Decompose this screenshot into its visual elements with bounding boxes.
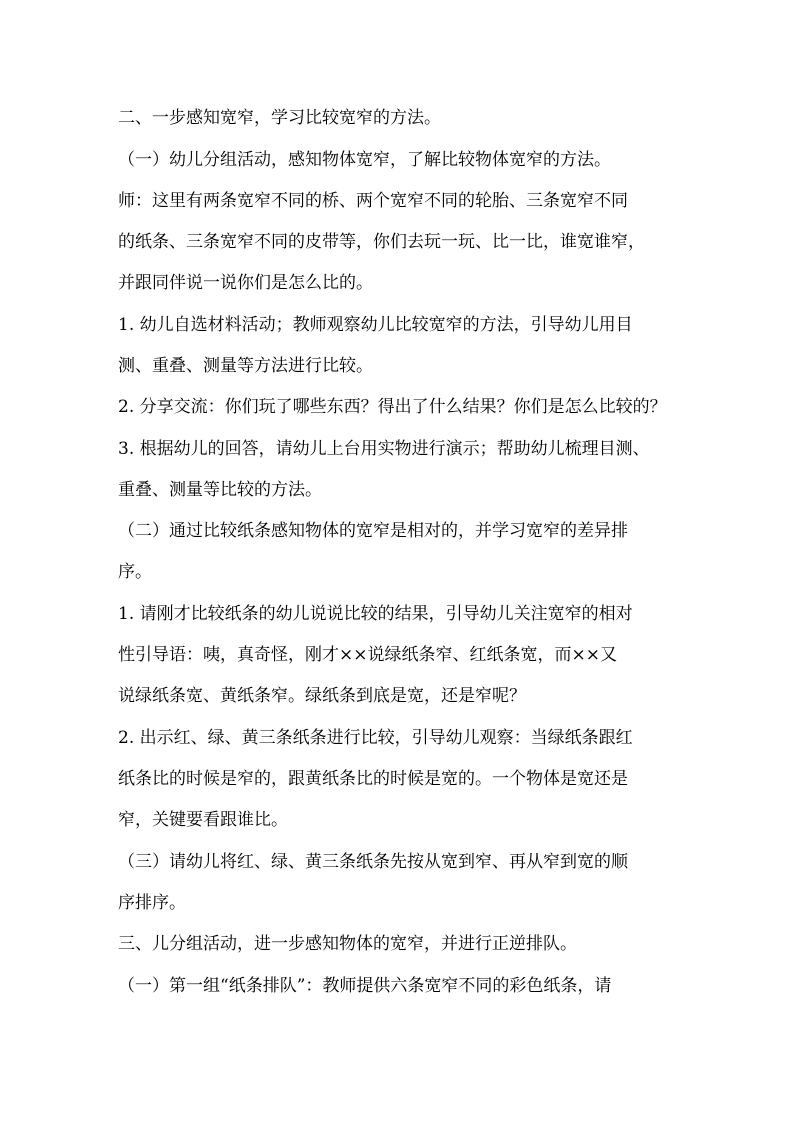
paragraph-line: 并跟同伴说一说你们是怎么比的。 [118, 273, 373, 293]
paragraph-line: 测、重叠、测量等方法进行比较。 [118, 356, 373, 376]
paragraph-line: 序。 [118, 562, 152, 582]
paragraph-line: 窄，关键要看跟谁比。 [118, 810, 288, 830]
heading-section-three: 三、儿分组活动，进一步感知物体的宽窄，并进行正逆排队。 [118, 934, 577, 954]
heading-section-two: 二、一步感知宽窄，学习比较宽窄的方法。 [118, 108, 441, 128]
paragraph-line: 1. 幼儿自选材料活动；教师观察幼儿比较宽窄的方法，引导幼儿用目 [118, 315, 633, 335]
paragraph-line: 序排序。 [118, 893, 186, 913]
paragraph-line: 1. 请刚才比较纸条的幼儿说说比较的结果，引导幼儿关注宽窄的相对 [118, 604, 633, 624]
subheading-part-one: （一）幼儿分组活动，感知物体宽窄，了解比较物体宽窄的方法。 [118, 150, 611, 170]
paragraph-line: 的纸条、三条宽窄不同的皮带等，你们去玩一玩、比一比，谁宽谁窄， [118, 232, 645, 252]
paragraph-line: 说绿纸条宽、黄纸条窄。绿纸条到底是宽，还是窄呢？ [118, 686, 526, 706]
subheading-part-two: （二）通过比较纸条感知物体的宽窄是相对的，并学习宽窄的差异排 [118, 521, 628, 541]
paragraph-line: 师：这里有两条宽窄不同的桥、两个宽窄不同的轮胎、三条宽窄不同 [118, 191, 628, 211]
paragraph-line: 2. 分享交流：你们玩了哪些东西？得出了什么结果？你们是怎么比较的？ [118, 397, 667, 417]
subheading-part-three: （三）请幼儿将红、绿、黄三条纸条先按从宽到窄、再从窄到宽的顺 [118, 852, 628, 872]
paragraph-line: 重叠、测量等比较的方法。 [118, 480, 322, 500]
paragraph-line: 3. 根据幼儿的回答，请幼儿上台用实物进行演示；帮助幼儿梳理目测、 [118, 439, 650, 459]
paragraph-line: 性引导语：咦，真奇怪，刚才××说绿纸条窄、红纸条宽，而××又 [118, 645, 617, 665]
paragraph-line: 2. 出示红、绿、黄三条纸条进行比较，引导幼儿观察：当绿纸条跟红 [118, 728, 633, 748]
subheading-group-one: （一）第一组“纸条排队”：教师提供六条宽窄不同的彩色纸条，请 [118, 976, 612, 996]
paragraph-line: 纸条比的时候是窄的，跟黄纸条比的时候是宽的。一个物体是宽还是 [118, 769, 628, 789]
